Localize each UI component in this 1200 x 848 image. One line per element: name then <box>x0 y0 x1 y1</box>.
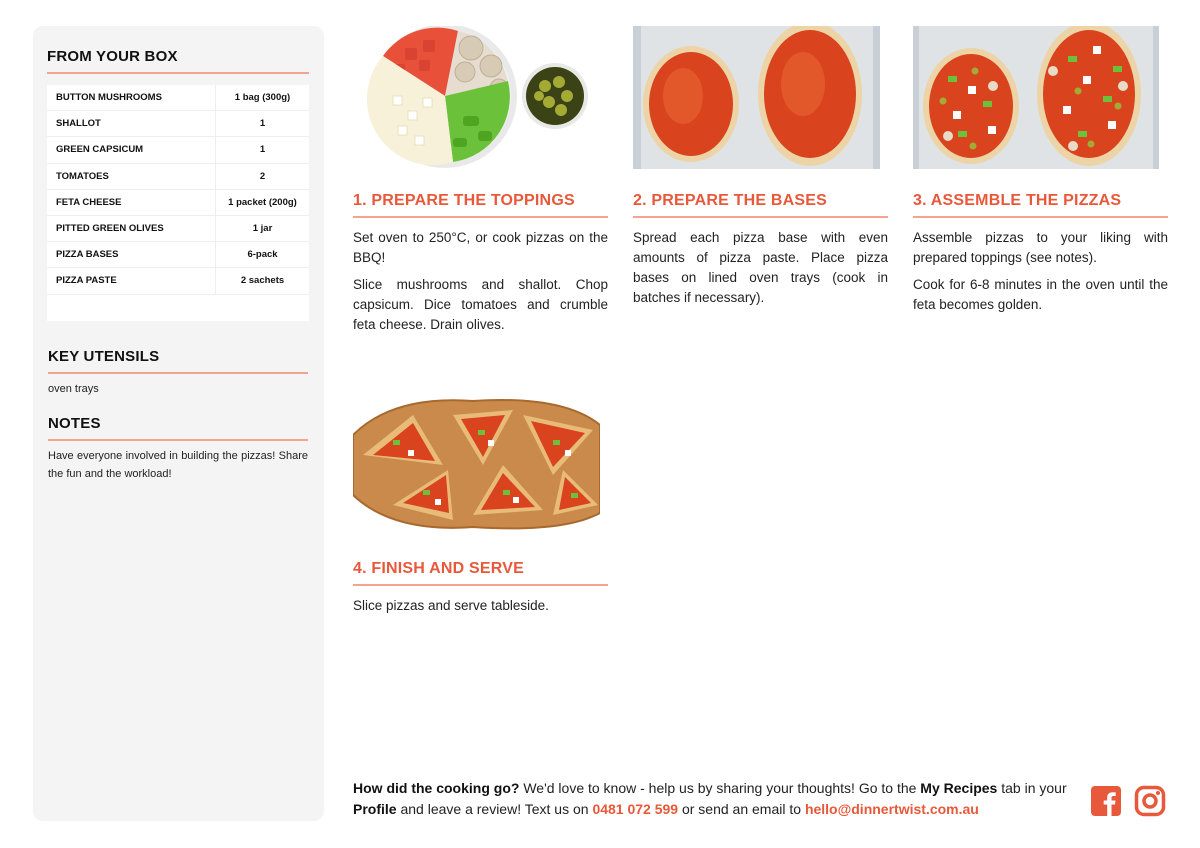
footer-text: We'd love to know - help us by sharing your thoughts! Go to the <box>519 780 921 796</box>
footer-question: How did the cooking go? <box>353 780 520 796</box>
table-row <box>47 164 309 190</box>
footer-text: and leave a review! Text us on <box>396 801 593 817</box>
step-3 <box>913 192 1168 315</box>
bases-photo <box>633 26 880 169</box>
section-divider <box>48 439 308 441</box>
ingredient-qty: 2 <box>215 164 309 189</box>
ingredient-name: PITTED GREEN OLIVES <box>56 223 164 235</box>
step-title: 1. PREPARE THE TOPPINGS <box>353 192 575 209</box>
table-row <box>47 242 309 268</box>
section-divider <box>48 372 308 374</box>
table-row <box>47 85 309 111</box>
footer-text: or send an email to <box>678 801 805 817</box>
ingredient-qty: 1 bag (300g) <box>215 85 309 110</box>
key-utensils-title: KEY UTENSILS <box>48 348 160 365</box>
ingredient-name: PIZZA PASTE <box>56 275 117 287</box>
table-row <box>47 268 309 294</box>
step-paragraph: Slice mushrooms and shallot. Chop capsicum. Dice tomatoes and crumble feta cheese. Drain olives. <box>353 276 608 332</box>
section-divider <box>47 72 309 74</box>
step-1 <box>353 192 608 335</box>
ingredient-qty: 6-pack <box>215 242 309 267</box>
notes-text: Have everyone involved in building the pizzas! Share the fun and the workload! <box>48 450 308 480</box>
step-divider <box>913 216 1168 218</box>
ingredient-qty: 1 <box>215 111 309 136</box>
ingredient-qty: 1 <box>215 137 309 162</box>
table-row <box>47 137 309 163</box>
toppings-photo <box>353 26 608 171</box>
key-utensils-section <box>48 348 308 398</box>
served-pizza-photo <box>353 395 600 533</box>
ingredient-qty: 1 packet (200g) <box>215 190 309 215</box>
step-2 <box>633 192 888 308</box>
notes-title: NOTES <box>48 415 101 432</box>
sidebar <box>33 26 324 821</box>
step-divider <box>353 216 608 218</box>
step-4 <box>353 560 608 616</box>
key-utensils-text: oven trays <box>48 383 99 395</box>
table-row <box>47 190 309 216</box>
table-row <box>47 111 309 137</box>
ingredient-name: GREEN CAPSICUM <box>56 144 144 156</box>
assembled-pizzas-photo <box>913 26 1159 169</box>
step-title: 2. PREPARE THE BASES <box>633 192 827 209</box>
step-paragraph: Spread each pizza base with even amounts of pizza paste. Place pizza bases on lined oven trays (cook in batches if necessary). <box>633 229 888 305</box>
ingredient-name: BUTTON MUSHROOMS <box>56 92 162 104</box>
ingredient-name: SHALLOT <box>56 118 101 130</box>
ingredient-name: PIZZA BASES <box>56 249 119 261</box>
ingredient-name: TOMATOES <box>56 170 109 182</box>
step-divider <box>633 216 888 218</box>
step-paragraph: Slice pizzas and serve tableside. <box>353 597 549 613</box>
notes-section <box>48 415 308 483</box>
step-divider <box>353 584 608 586</box>
ingredient-qty: 1 jar <box>215 216 309 241</box>
step-paragraph: Set oven to 250°C, or cook pizzas on the BBQ! <box>353 229 608 265</box>
footer-text: tab in your <box>997 780 1067 796</box>
step-title: 3. ASSEMBLE THE PIZZAS <box>913 192 1122 209</box>
facebook-icon[interactable] <box>1090 785 1122 817</box>
phone-link[interactable]: 0481 072 599 <box>592 801 679 817</box>
table-row <box>47 216 309 242</box>
profile-link[interactable]: Profile <box>353 801 397 817</box>
feedback-footer <box>353 778 1073 820</box>
email-link[interactable]: hello@dinnertwist.com.au <box>804 801 979 817</box>
step-title: 4. FINISH AND SERVE <box>353 560 524 577</box>
ingredients-table <box>47 85 309 321</box>
my-recipes-link[interactable]: My Recipes <box>920 780 998 796</box>
step-paragraph: Assemble pizzas to your liking with prepared toppings (see notes). <box>913 229 1168 265</box>
ingredient-qty: 2 sachets <box>215 268 309 293</box>
step-paragraph: Cook for 6-8 minutes in the oven until the feta becomes golden. <box>913 276 1168 312</box>
instagram-icon[interactable] <box>1134 785 1166 817</box>
from-your-box-title: FROM YOUR BOX <box>47 48 178 65</box>
from-your-box-section <box>47 48 309 74</box>
ingredient-name: FETA CHEESE <box>56 196 122 208</box>
